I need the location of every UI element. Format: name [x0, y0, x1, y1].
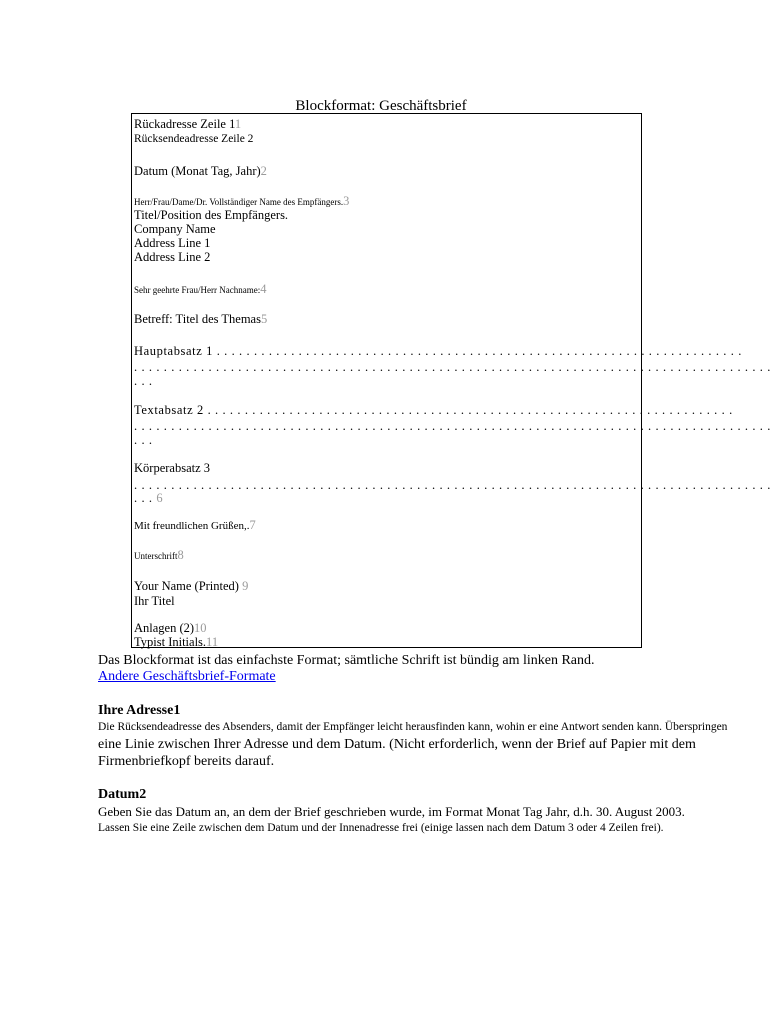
- signature-line: Unterschrift8: [134, 548, 184, 562]
- closing-line: Mit freundlichen Grüßen,.7: [134, 518, 256, 532]
- paragraph3-line: Körperabsatz 3: [134, 461, 211, 475]
- section-date-text1: Geben Sie das Datum an, an dem der Brief geschrieben wurde, im Format Monat Tag Jahr, d.h. 30. August 2003.: [98, 804, 685, 819]
- letter-template-box: [131, 113, 771, 649]
- footnote-marker: 3: [343, 194, 350, 208]
- section-heading-address: Ihre Adresse1: [98, 703, 181, 718]
- section-address-text1: Die Rücksendeadresse des Absenders, damit der Empfänger leicht herausfinden kann, wohin er eine Antwort senden kann. Überspringen: [98, 721, 728, 733]
- paragraph2-dots: . . . . . . . . . . . . . . . . . . . . . . . . . . . . . . . . . . . . . . . . . . . . . . . . . . . . . . . . . . . . . . . . . . . . . . . . . . . . . . . . . . . . . .: [134, 419, 771, 433]
- section-heading-date: Datum2: [98, 787, 147, 802]
- section-date-text2: Lassen Sie eine Zeile zwischen dem Datum und der Innenadresse frei (einige lassen nach dem Datum 3 oder 4 Zeilen frei).: [98, 822, 664, 834]
- section-address-text3: Firmenbriefkopf bereits darauf.: [98, 754, 275, 769]
- paragraph2-line: Textabsatz 2 . . . . . . . . . . . . . . . . . . . . . . . . . . . . . . . . . . . . . . . . . . . . . . . . . . . . . . . . . . . . . . . . . . . . . . .: [134, 403, 733, 417]
- typist-line: Typist Initials.11: [134, 635, 219, 649]
- paragraph1-line: Hauptabsatz 1 . . . . . . . . . . . . . . . . . . . . . . . . . . . . . . . . . . . . . . . . . . . . . . . . . . . . . . . . . . . . . . . . . . . . . . .: [134, 344, 742, 358]
- enclosures-line: Anlagen (2)10: [134, 621, 207, 635]
- footnote-marker: 6: [156, 491, 164, 505]
- paragraph3-dots-end: . . . 6: [134, 491, 164, 505]
- footnote-marker: 2: [260, 164, 267, 178]
- other-formats-link-wrap[interactable]: [98, 669, 276, 685]
- address-line1: Address Line 1: [134, 236, 211, 250]
- recipient-title-line: Titel/Position des Empfängers.: [134, 208, 289, 222]
- title-line: Ihr Titel: [134, 594, 175, 608]
- address-line2: Address Line 2: [134, 250, 211, 264]
- intro-text: Das Blockformat ist das einfachste Format; sämtliche Schrift ist bündig am linken Rand.: [98, 653, 595, 668]
- footnote-marker: 8: [177, 548, 184, 562]
- footnote-marker: 10: [194, 621, 207, 635]
- date-line: Datum (Monat Tag, Jahr)2: [134, 164, 267, 178]
- paragraph2-dots-end: . . .: [134, 433, 153, 447]
- salutation-line: Sehr geehrte Frau/Herr Nachname:4: [134, 282, 267, 296]
- return-address-line1: Rückadresse Zeile 11: [134, 117, 242, 131]
- footnote-marker: 7: [249, 518, 256, 532]
- paragraph1-dots-end: . . .: [134, 374, 153, 388]
- subject-line: Betreff: Titel des Themas5: [134, 312, 268, 326]
- footnote-marker: 5: [260, 312, 268, 326]
- paragraph1-dots: . . . . . . . . . . . . . . . . . . . . . . . . . . . . . . . . . . . . . . . . . . . . . . . . . . . . . . . . . . . . . . . . . . . . . . . . . . . . . . . . . . . . . .: [134, 360, 771, 374]
- section-address-text2: eine Linie zwischen Ihrer Adresse und dem Datum. (Nicht erforderlich, wenn der Brief auf Papier mit dem: [98, 737, 696, 752]
- footnote-marker: 11: [206, 635, 219, 649]
- company-line: Company Name: [134, 222, 216, 236]
- footnote-marker: 9: [242, 579, 249, 593]
- return-address-line2: Rücksendeadresse Zeile 2: [134, 133, 254, 145]
- page-title: Blockformat: Geschäftsbrief: [295, 98, 467, 114]
- recipient-name-line: Herr/Frau/Dame/Dr. Vollständiger Name des Empfängers.3: [134, 194, 350, 208]
- paragraph3-dots: . . . . . . . . . . . . . . . . . . . . . . . . . . . . . . . . . . . . . . . . . . . . . . . . . . . . . . . . . . . . . . . . . . . . . . . . . . . . . . . . . . . . . .: [134, 478, 771, 492]
- footnote-marker: 4: [260, 282, 267, 296]
- other-formats-link[interactable]: Andere Geschäftsbrief-Formate: [98, 669, 276, 684]
- printed-name-line: Your Name (Printed) 9: [134, 579, 249, 593]
- footnote-marker: 1: [234, 117, 242, 131]
